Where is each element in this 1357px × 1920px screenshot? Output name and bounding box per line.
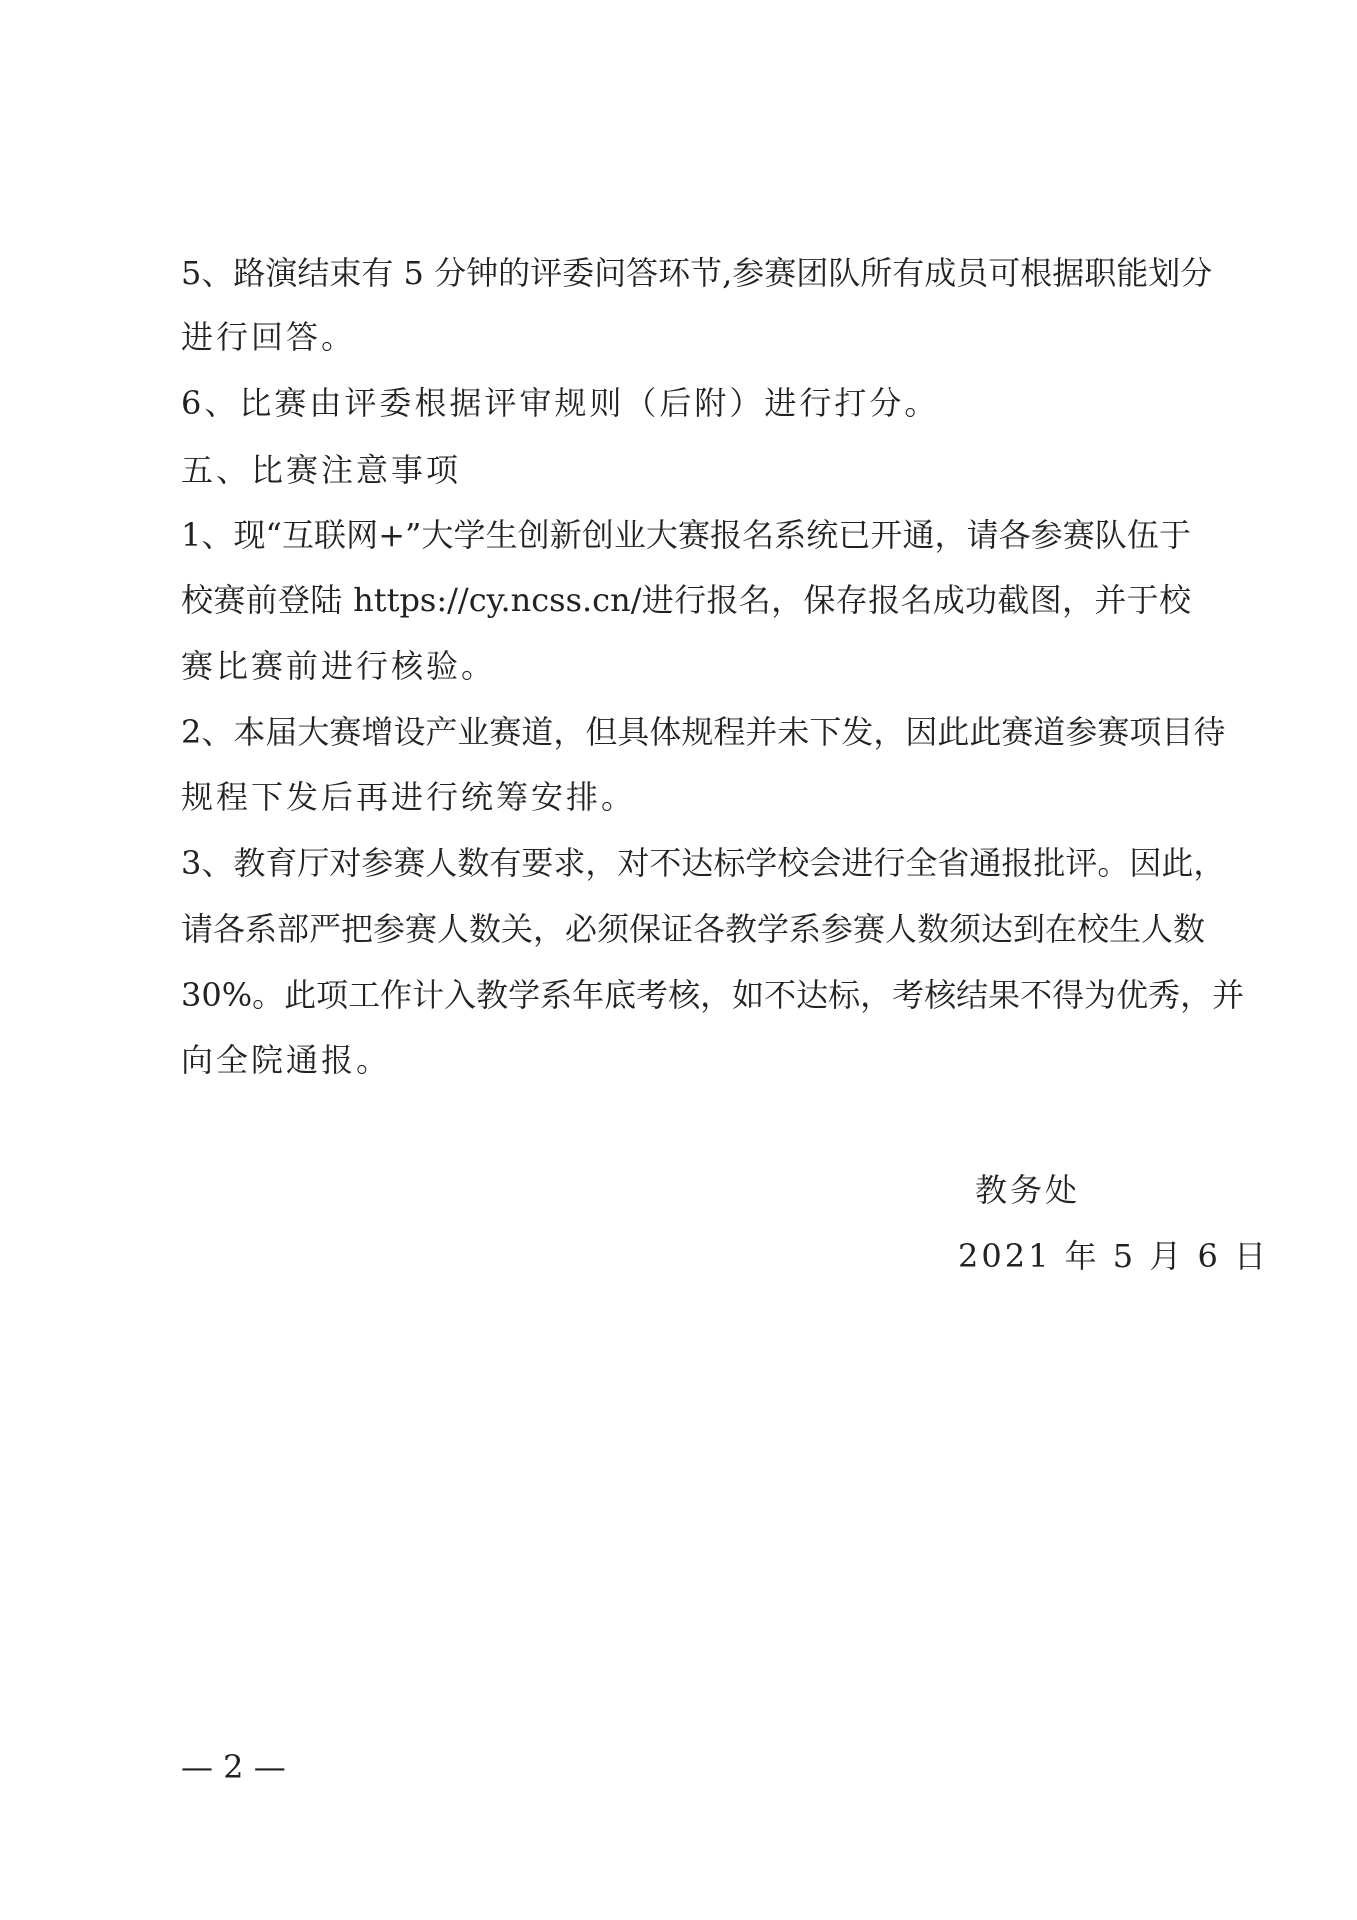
paragraph-line: 赛比赛前进行核验。 [181, 647, 497, 685]
paragraph-line: 30%。此项工作计入教学系年底考核，如不达标，考核结果不得为优秀，并 [181, 976, 1245, 1014]
paragraph-line: 5、路演结束有 5 分钟的评委问答环节,参赛团队所有成员可根据职能划分 [181, 254, 1213, 292]
signature-office: 教务处 [975, 1171, 1081, 1209]
signature-date: 2021 年 5 月 6 日 [958, 1237, 1270, 1275]
paragraph-line: 进行回答。 [181, 318, 357, 356]
paragraph-line: 请各系部严把参赛人数关，必须保证各教学系参赛人数须达到在校生人数 [181, 910, 1206, 948]
paragraph-line: 3、教育厅对参赛人数有要求，对不达标学校会进行全省通报批评。因此， [181, 844, 1226, 882]
paragraph-line: 1、现“互联网+”大学生创新创业大赛报名系统已开通，请各参赛队伍于 [181, 516, 1191, 554]
paragraph-line: 2、本届大赛增设产业赛道，但具体规程并未下发，因此此赛道参赛项目待 [181, 713, 1226, 751]
paragraph-line: 校赛前登陆 https://cy.ncss.cn/进行报名，保存报名成功截图，并于校 [181, 581, 1191, 619]
page-number: — 2 — [181, 1748, 286, 1786]
paragraph-line: 6、比赛由评委根据评审规则（后附）进行打分。 [181, 384, 940, 422]
section-heading: 五、比赛注意事项 [181, 451, 462, 489]
paragraph-line: 规程下发后再进行统筹安排。 [181, 778, 637, 816]
paragraph-line: 向全院通报。 [181, 1041, 392, 1079]
